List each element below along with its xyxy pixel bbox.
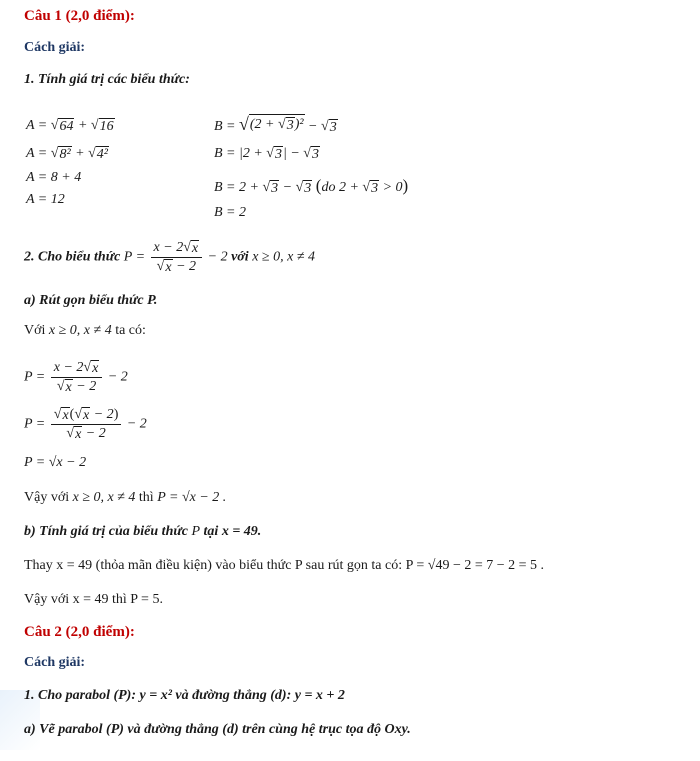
b-line-1: B = √ (2 + √ 3 )² − √ 3 [214, 114, 337, 135]
part-a-heading: a) Rút gọn biểu thức P. [24, 293, 158, 308]
final-answer: Vậy với x = 49 thì P = 5. [24, 592, 163, 607]
b-line-3: B = 2 + √ 3 − √ 3 (do 2 + √ 3 > 0) [214, 176, 409, 196]
a-line-4: A = 12 [26, 192, 65, 207]
part-2-heading: 2. Cho biểu thức P = x − 2 √ x √ x − 2 − 2 với x ≥ 0, x ≠ 4 [24, 240, 315, 275]
p-step-1: P = x − 2 √ x √ x − 2 − 2 [24, 360, 128, 395]
method-heading-2: Cách giải: [24, 655, 86, 670]
a-line-1: A = √ 64 + √ 16 [26, 118, 114, 134]
p-step-3: P = √x − 2 [24, 455, 87, 470]
part-1-heading: 1. Tính giá trị các biểu thức: [24, 72, 190, 87]
condition-line: Với x ≥ 0, x ≠ 4 ta có: [24, 323, 146, 338]
q2-part-1-heading: 1. Cho parabol (P): y = x² và đường thẳng (d): y = x + 2 [24, 688, 345, 703]
watermark [505, 735, 511, 761]
a-line-3: A = 8 + 4 [26, 170, 82, 185]
b-line-4: B = 2 [214, 205, 246, 220]
part-b-heading: b) Tính giá trị của biểu thức P tại x = 49. [24, 524, 262, 539]
a-line-2: A = √ 8² + √ 4² [26, 146, 108, 162]
substitution-line: Thay x = 49 (thỏa mãn điều kiện) vào biểu thức P sau rút gọn ta có: P = √49 − 2 = 7 − 2 = 5 . [24, 558, 545, 573]
q2-part-a-heading: a) Vẽ parabol (P) và đường thẳng (d) trên cùng hệ trục tọa độ Oxy. [24, 722, 411, 737]
question-1-title: Câu 1 (2,0 điểm): [24, 8, 135, 24]
b-line-2: B = |2 + √ 3 | − √ 3 [214, 146, 319, 162]
question-2-title: Câu 2 (2,0 điểm): [24, 624, 135, 640]
conclusion-a: Vậy với x ≥ 0, x ≠ 4 thì P = √x − 2 . [24, 490, 227, 505]
method-heading-1: Cách giải: [24, 40, 86, 55]
p-step-2: P = √ x ( √ x − 2) √ x − 2 − 2 [24, 407, 147, 442]
